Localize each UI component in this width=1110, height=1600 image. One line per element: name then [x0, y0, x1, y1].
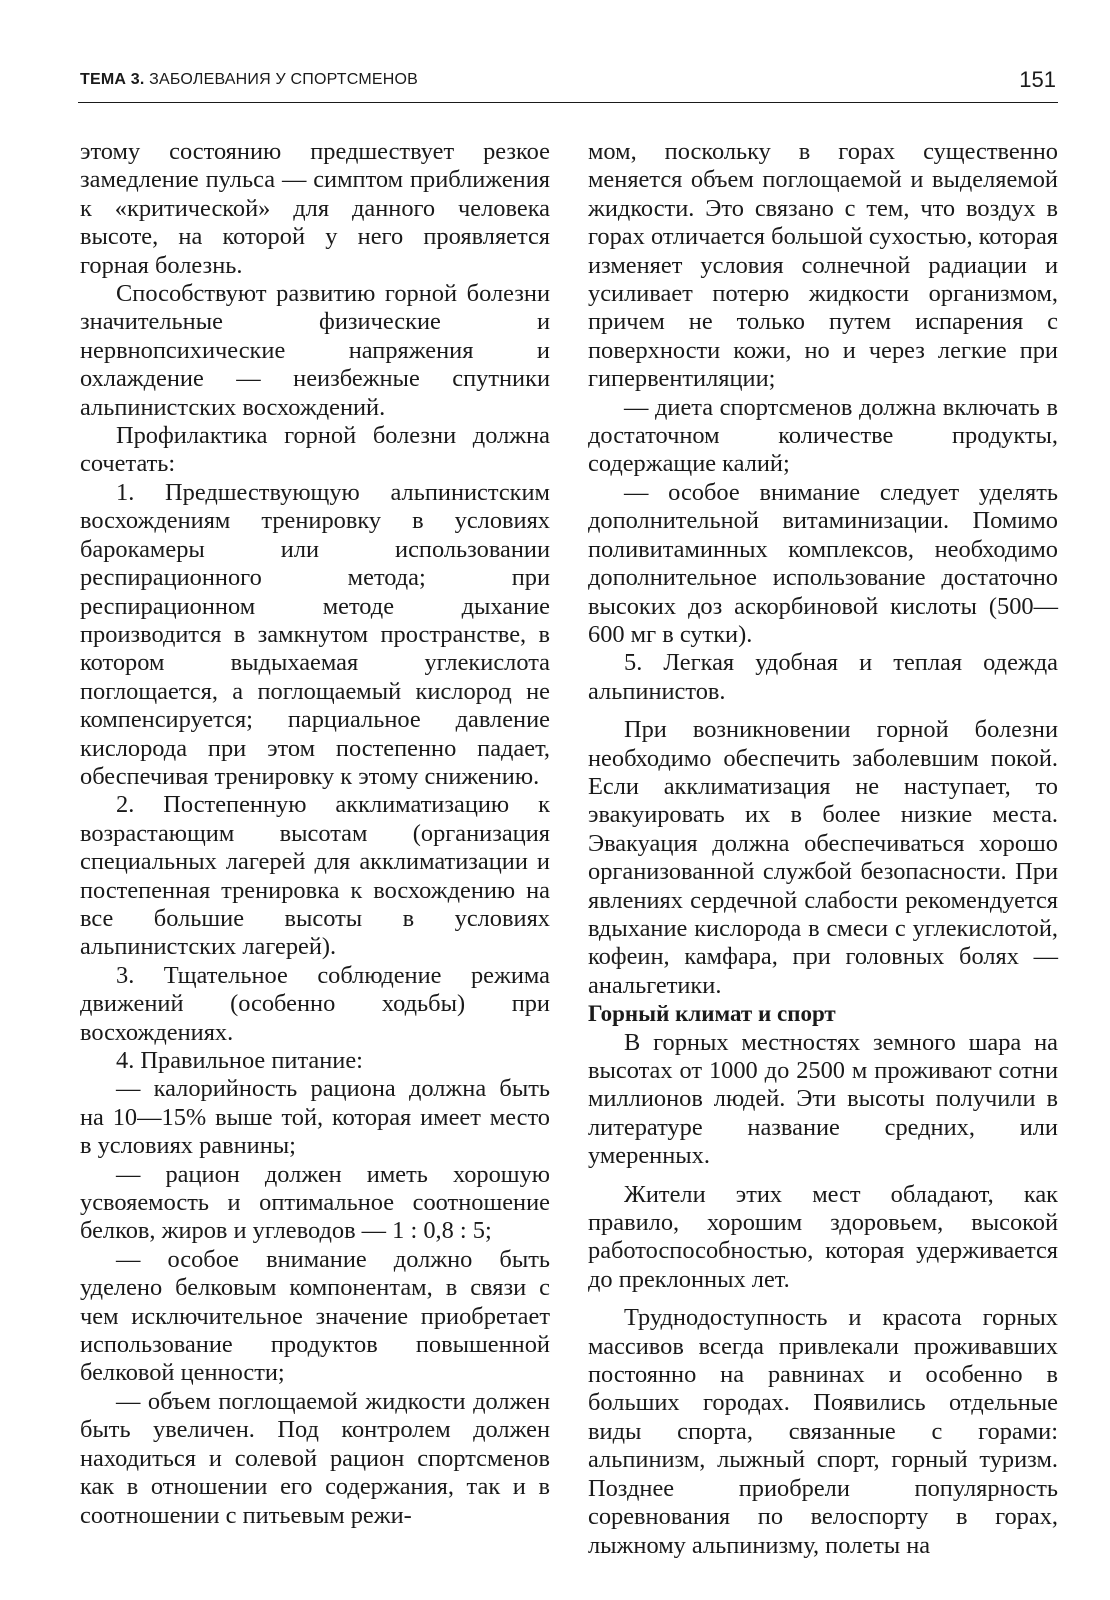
- list-item: 4. Правильное питание:: [116, 1047, 363, 1074]
- list-item: 2. Постепенную акклиматизацию к возрастающим высотам (организация специальных лагерей для акклиматизации и постепенная тренировка к восхождению на все большие высоты в условиях альпинистских лагерей).: [80, 791, 550, 961]
- paragraph: Жители этих мест обладают, как правило, хорошим здоровьем, высокой работоспособностью, которая удерживается до преклонных лет.: [588, 1180, 1058, 1293]
- list-item: — объем поглощаемой жидкости должен быть увеличен. Под контролем должен находиться и солевой рацион спортсменов как в отношении его содержания, так и в соотношении с питьевым режи-: [80, 1387, 550, 1529]
- list-item: — диета спортсменов должна включать в достаточном количестве продукты, содержащие калий;: [588, 393, 1058, 478]
- paragraph: При возникновении горной болезни необходимо обеспечить заболевшим покой. Если акклиматизация не наступает, то эвакуировать их в более низкие места. Эвакуация должна обеспечиваться хорошо организованной службой безопасности. При явлениях сердечной слабости рекомендуется вдыхание кислорода в смеси с углекислотой, кофеин, камфара, при головных болях — анальгетики.: [588, 716, 1058, 999]
- topic-title: ЗАБОЛЕВАНИЯ У СПОРТСМЕНОВ: [144, 71, 419, 88]
- paragraph: Способствуют развитию горной болезни значительные физические и нервнопсихические напряжения и охлаждение — неизбежные спутники альпинистских восхождений.: [80, 280, 550, 421]
- page-number: 151: [1019, 67, 1056, 92]
- paragraph: этому состоянию предшествует резкое замедление пульса — симптом приближения к «критической» для данного человека высоте, на которой у него проявляется горная болезнь.: [80, 138, 550, 279]
- list-item: — калорийность рациона должна быть на 10—15% выше той, которая имеет место в условиях равнины;: [80, 1075, 550, 1160]
- paragraph: Труднодоступность и красота горных массивов всегда привлекали проживавших постоянно на равнинах и особенно в больших городах. Появились отдельные виды спорта, связанные с горами: альпинизм, лыжный спорт, горный туризм. Позднее приобрели популярность соревнования по велоспорту в горах, лыжному альпинизму, полеты на: [588, 1304, 1058, 1559]
- paragraph: мом, поскольку в горах существенно меняется объем поглощаемой и выделяемой жидкости. Это связано с тем, что воздух в горах отличается большой сухостью, которая изменяет условия солнечной радиации и усиливает потерю жидкости организмом, причем не только путем испарения с поверхности кожи, но и через легкие при гипервентиляции;: [588, 138, 1058, 393]
- list-item: 3. Тщательное соблюдение режима движений (особенно ходьбы) при восхождениях.: [80, 961, 550, 1046]
- running-head: [80, 70, 418, 90]
- paragraph: В горных местностях земного шара на высотах от 1000 до 2500 м проживают сотни миллионов людей. Эти высоты получили в литературе название средних, или умеренных.: [588, 1028, 1058, 1170]
- list-item: 1. Предшествующую альпинистским восхождениям тренировку в условиях барокамеры или использовании респирационного метода; при респирационном методе дыхание производится в замкнутом пространстве, в котором выдыхаемая углекислота поглощается, а поглощаемый кислород не компенсируется; парциальное давление кислорода при этом постепенно падает, обеспечивая тренировку к этому снижению.: [80, 478, 550, 790]
- topic-label: ТЕМА 3.: [80, 71, 145, 88]
- list-item: 5. Легкая удобная и теплая одежда альпинистов.: [588, 649, 1058, 705]
- page-header: [78, 67, 1058, 103]
- list-item: — особое внимание должно быть уделено белковым компонентам, в связи с чем исключительное значение приобретает использование продуктов повышенной белковой ценности;: [80, 1245, 550, 1387]
- list-item: — рацион должен иметь хорошую усвояемость и оптимальное соотношение белков, жиров и углеводов — 1 : 0,8 : 5;: [80, 1160, 550, 1245]
- section-heading: Горный климат и спорт: [588, 1001, 836, 1027]
- list-item: — особое внимание следует уделять дополнительной витаминизации. Помимо поливитаминных комплексов, необходимо дополнительное использование достаточно высоких доз аскорбиновой кислоты (500—600 мг в сутки).: [588, 478, 1058, 648]
- paragraph: Профилактика горной болезни должна сочетать:: [80, 422, 550, 478]
- right-column: [588, 138, 1058, 1560]
- left-column: [80, 138, 550, 1530]
